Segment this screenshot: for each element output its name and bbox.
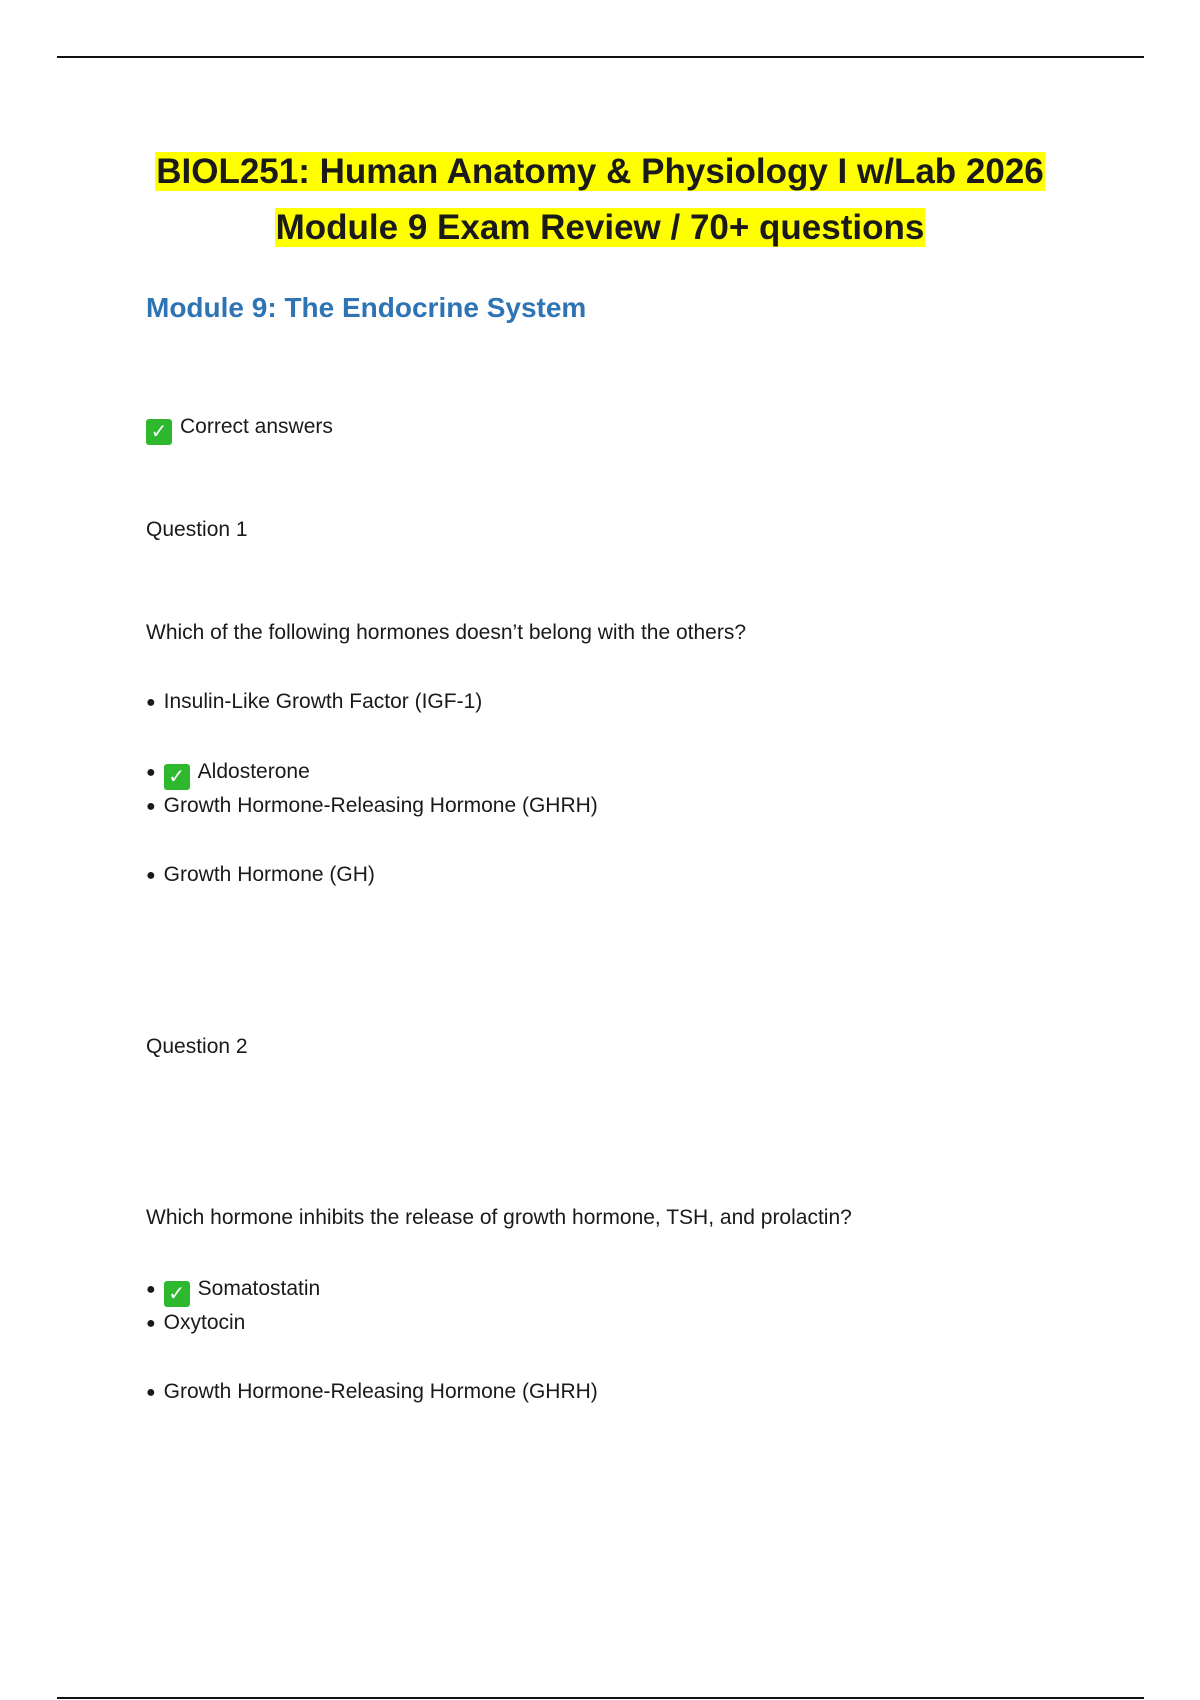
question-1-option-4 bbox=[146, 860, 375, 891]
bullet-icon: ● bbox=[146, 867, 156, 884]
top-divider bbox=[57, 56, 1144, 58]
question-1-label: Question 1 bbox=[146, 518, 248, 541]
bullet-icon: ● bbox=[146, 1384, 156, 1401]
legend-label: Correct answers bbox=[180, 415, 333, 438]
bullet-icon: ● bbox=[146, 1315, 156, 1332]
bullet-icon: ● bbox=[146, 764, 156, 781]
option-text: Aldosterone bbox=[197, 760, 310, 783]
option-text: Growth Hormone-Releasing Hormone (GHRH) bbox=[163, 1380, 598, 1403]
option-text: Somatostatin bbox=[197, 1277, 321, 1300]
correct-answers-legend bbox=[146, 412, 333, 445]
question-2-option-3 bbox=[146, 1377, 598, 1408]
question-2-label: Question 2 bbox=[146, 1035, 248, 1058]
green-checkmark-icon: ✓ bbox=[164, 764, 190, 790]
question-1-prompt: Which of the following hormones doesn’t belong with the others? bbox=[146, 621, 747, 644]
green-checkmark-icon: ✓ bbox=[146, 419, 172, 445]
document-title-line-1: BIOL251: Human Anatomy & Physiology I w/Lab 2026 bbox=[156, 152, 1044, 191]
bullet-icon: ● bbox=[146, 694, 156, 711]
document-title-line-2: Module 9 Exam Review / 70+ questions bbox=[275, 208, 925, 247]
module-heading: Module 9: The Endocrine System bbox=[146, 292, 587, 323]
question-1-option-1 bbox=[146, 687, 482, 718]
bottom-divider bbox=[57, 1697, 1144, 1699]
option-text: Growth Hormone (GH) bbox=[163, 863, 375, 886]
question-2-option-2 bbox=[146, 1308, 245, 1339]
green-checkmark-icon: ✓ bbox=[164, 1281, 190, 1307]
option-text: Growth Hormone-Releasing Hormone (GHRH) bbox=[163, 794, 598, 817]
question-1-option-2 bbox=[146, 757, 310, 790]
bullet-icon: ● bbox=[146, 1281, 156, 1298]
option-text: Oxytocin bbox=[163, 1311, 246, 1334]
option-text: Insulin-Like Growth Factor (IGF-1) bbox=[163, 690, 483, 713]
question-1-option-3 bbox=[146, 791, 598, 822]
question-2-prompt: Which hormone inhibits the release of growth hormone, TSH, and prolactin? bbox=[146, 1206, 852, 1229]
question-2-option-1 bbox=[146, 1274, 320, 1307]
bullet-icon: ● bbox=[146, 798, 156, 815]
